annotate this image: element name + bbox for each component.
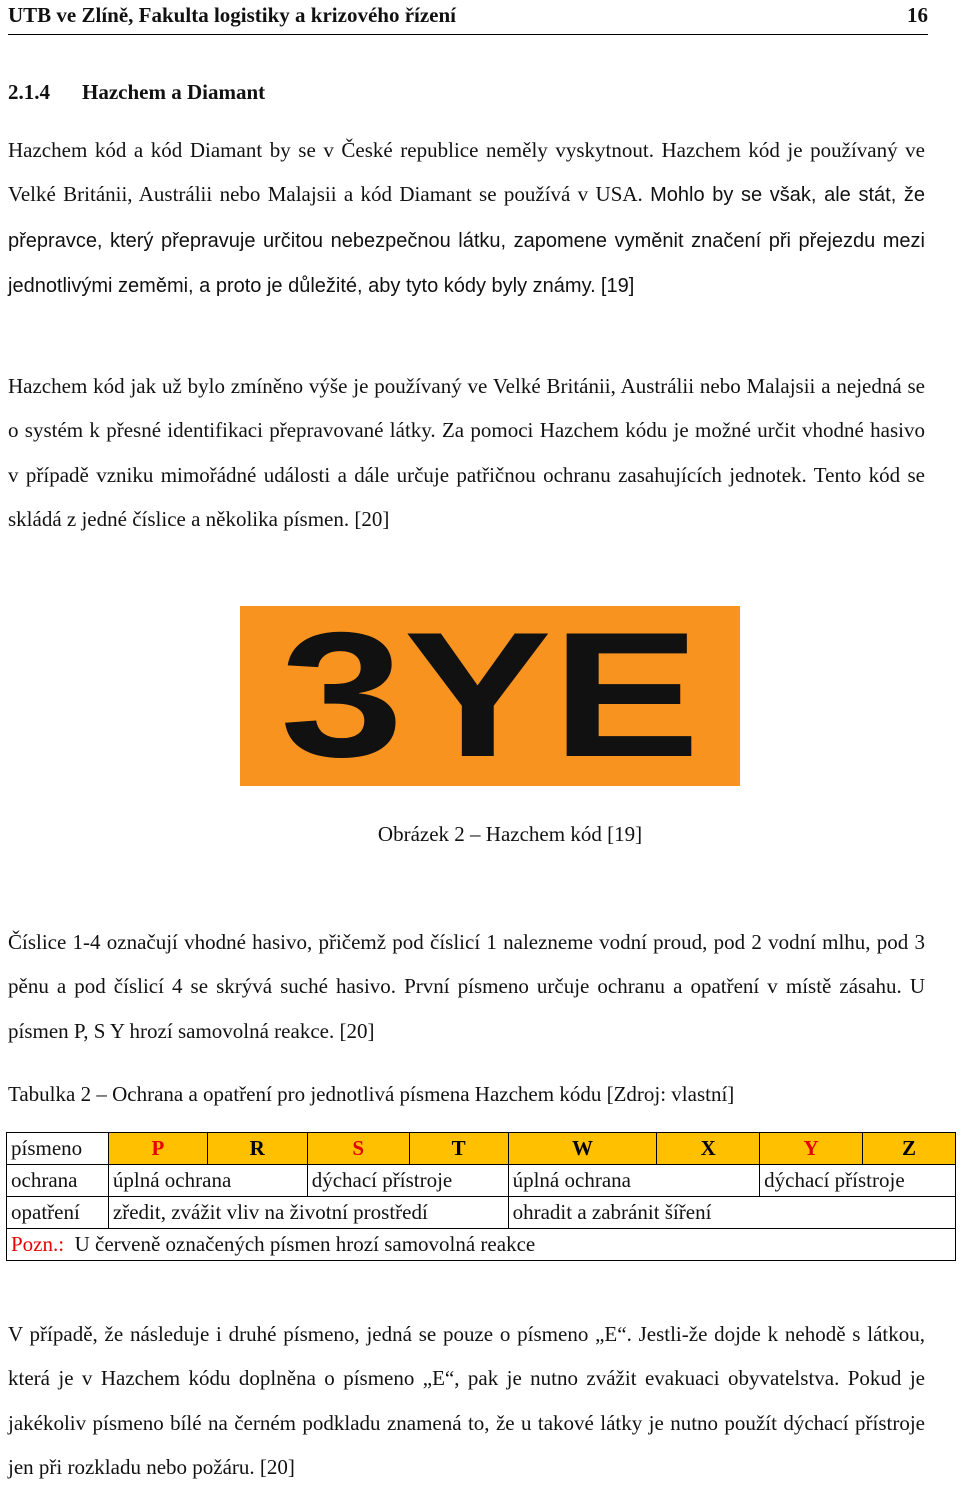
hazchem-sign-svg <box>240 606 740 786</box>
table-row-opatreni <box>7 1197 956 1229</box>
hazchem-sign-image <box>240 606 740 786</box>
note-text: U červeně označených písmen hrozí samovolná reakce <box>74 1232 536 1256</box>
hazchem-table <box>6 1132 956 1261</box>
cell-letter-w: W <box>508 1133 657 1165</box>
cell-letter-t: T <box>409 1133 508 1165</box>
section-heading <box>8 80 265 105</box>
figure-caption: Obrázek 2 – Hazchem kód [19] <box>377 822 643 846</box>
cell-letter-y: Y <box>760 1133 863 1165</box>
section-number: 2.1.4 <box>8 80 50 104</box>
cell-ochrana-st: dýchací přístroje <box>307 1165 508 1197</box>
cell-opatreni-wxyz: ohradit a zabránit šíření <box>508 1197 955 1229</box>
sign-code-text: 3YE <box>280 606 700 786</box>
paragraph-intro <box>8 128 925 308</box>
cell-letter-s: S <box>307 1133 409 1165</box>
cell-ochrana-pr: úplná ochrana <box>108 1165 307 1197</box>
cell-ochrana-yz: dýchací přístroje <box>760 1165 956 1197</box>
cell-letter-z: Z <box>863 1133 956 1165</box>
cell-ochrana-label: ochrana <box>7 1165 109 1197</box>
cell-opatreni-label: opatření <box>7 1197 109 1229</box>
header-title: UTB ve Zlíně, Fakulta logistiky a krizového řízení <box>8 3 457 27</box>
cell-letter-r: R <box>207 1133 307 1165</box>
paragraph-intro-part2: Mohlo by se však, ale stát, že přepravce, který přepravuje určitou nebezpečnou látku, zapomene vyměnit značení při přejezdu mezi jednotlivými zeměmi, a proto je důležité, aby tyto kódy byly známy. <box>8 184 926 297</box>
page-header <box>8 0 928 35</box>
cell-header-label: písmeno <box>7 1133 109 1165</box>
paragraph-digits: Číslice 1-4 označují vhodné hasivo, přičemž pod číslicí 1 nalezneme vodní proud, pod 2 vodní mlhu, pod 3 pěnu a pod číslicí 4 se skrývá suché hasivo. První písmeno určuje ochranu a opatření v místě zásahu. U písmen P, S Y hrozí samovolná reakce. [20] <box>8 930 925 1043</box>
section-title: Hazchem a Diamant <box>82 80 266 104</box>
paragraph-intro-part1: Hazchem kód a kód Diamant by se v České republice neměly vyskytnout. Hazchem kód je používaný ve Velké Británii, Austrálii nebo Malajsii a kód Diamant se používá v USA. <box>8 138 925 207</box>
table-row-ochrana <box>7 1165 956 1197</box>
note-label: Pozn.: <box>11 1232 65 1256</box>
cell-opatreni-prst: zředit, zvážit vliv na životní prostředí <box>108 1197 508 1229</box>
cell-letter-x: X <box>657 1133 760 1165</box>
table-row-note <box>7 1229 956 1261</box>
table-caption: Tabulka 2 – Ochrana a opatření pro jednotlivá písmena Hazchem kódu [Zdroj: vlastní] <box>8 1082 735 1106</box>
paragraph-hazchem-description: Hazchem kód jak už bylo zmíněno výše je používaný ve Velké Británii, Austrálii nebo Malajsii a nejedná se o systém k přesné identifikaci přepravované látky. Za pomoci Hazchem kódu je možné určit vhodné hasivo v případě vzniku mimořádné události a dále určuje patřičnou ochranu zasahujících jednotek. Tento kód se skládá z jedné číslice a několika písmen. [20] <box>8 374 925 531</box>
page-number: 16 <box>907 3 928 27</box>
paragraph-second-letter: V případě, že následuje i druhé písmeno, jedná se pouze o písmeno „E“. Jestli-že dojde k nehodě s látkou, která je v Hazchem kódu doplněna o písmeno „E“, pak je nutno zvážit evakuaci obyvatelstva. Pokud je jakékoliv písmeno bílé na černém podkladu znamená to, že u takové látky je nutno použít dýchací přístroje jen při rozkladu nebo požáru. [20] <box>8 1322 925 1479</box>
cell-ochrana-wx: úplná ochrana <box>508 1165 760 1197</box>
paragraph-intro-citation: [19] <box>600 274 635 297</box>
table-row-letters <box>7 1133 956 1165</box>
cell-note <box>7 1229 956 1261</box>
cell-letter-p: P <box>108 1133 207 1165</box>
